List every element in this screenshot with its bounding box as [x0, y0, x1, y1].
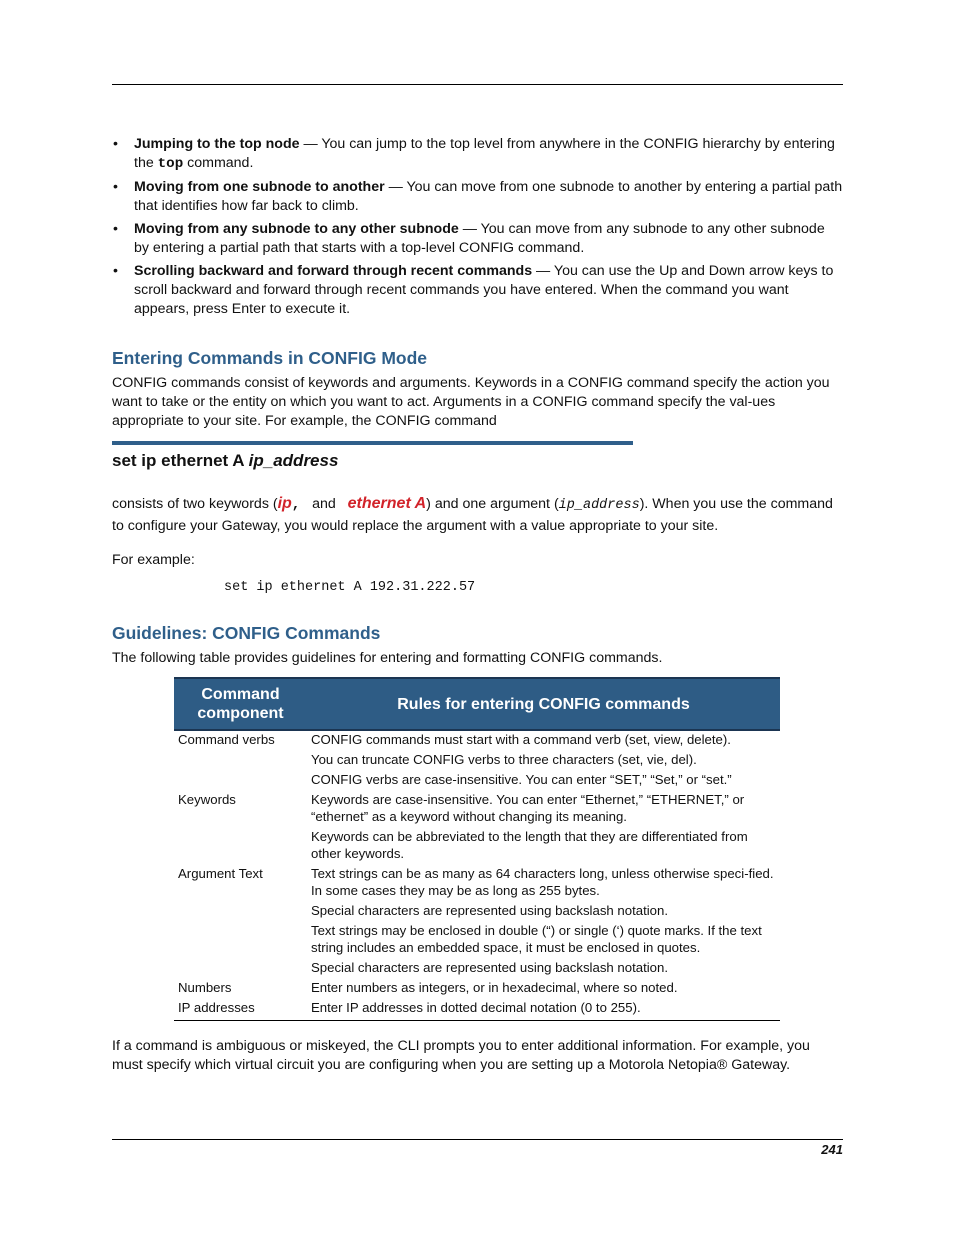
- rule-cell: Text strings can be as many as 64 characters long, unless otherwise speci-fied. In some cases they may be as long as 255 bytes.: [311, 866, 774, 898]
- bullet-item: [112, 262, 843, 319]
- column-header: Command component: [174, 678, 307, 730]
- text: and: [312, 496, 336, 512]
- bullet-text: — You can move from one subnode to another by entering a partial path that identifies how far back to climb.: [134, 179, 843, 214]
- rule-cell: CONFIG commands must start with a command verb (set, view, delete).: [311, 732, 731, 747]
- bullet-dot: •: [113, 179, 118, 195]
- table-row: [174, 922, 780, 959]
- syntax-argument: ip_address: [248, 451, 339, 470]
- rule-cell: Special characters are represented using backslash notation.: [311, 903, 669, 918]
- bullet-term: Moving from any subnode to any other subnode: [134, 221, 459, 237]
- component-cell: [174, 771, 307, 791]
- table-row: [174, 959, 780, 979]
- top-rule: [112, 84, 843, 85]
- component-cell: Command verbs: [178, 732, 275, 747]
- rule-cell: Enter IP addresses in dotted decimal notation (0 to 255).: [307, 999, 780, 1021]
- table-header-row: [174, 678, 780, 730]
- section-heading: Guidelines: CONFIG Commands: [112, 623, 381, 643]
- bullet-text: command.: [183, 155, 254, 171]
- component-cell: [174, 922, 307, 959]
- section-paragraph: CONFIG commands consist of keywords and arguments. Keywords in a CONFIG command specify the action you want to take or the entity on which you want to act. Arguments in a CONFIG command specify the val-ues appropriate to your site. For example, the CONFIG command: [112, 375, 830, 429]
- table-row: [174, 999, 780, 1021]
- example-code: set ip ethernet A 192.31.222.57: [224, 580, 476, 595]
- syntax-bar: [112, 441, 633, 445]
- inline-code: top: [157, 156, 184, 172]
- component-cell: IP addresses: [174, 999, 307, 1021]
- section-paragraph: The following table provides guidelines for entering and formatting CONFIG commands.: [112, 650, 663, 666]
- table-row: [174, 771, 780, 791]
- component-cell: Numbers: [178, 980, 232, 995]
- component-cell: [174, 828, 307, 865]
- syntax-command: set ip ethernet A: [112, 451, 249, 470]
- text: consists of two keywords (: [112, 496, 278, 512]
- page-number: 241: [821, 1142, 843, 1157]
- rule-cell: Special characters are represented using backslash notation.: [311, 960, 669, 975]
- text: ,: [291, 497, 301, 513]
- table-row: [174, 791, 780, 828]
- bullet-list: [112, 135, 843, 323]
- keyword-ip: ip: [277, 495, 292, 512]
- rule-cell: You can truncate CONFIG verbs to three characters (set, vie, del).: [311, 752, 697, 767]
- text: ) and one argument (: [426, 496, 559, 512]
- table-row: [174, 865, 780, 902]
- argument-ip-address: ip_address: [558, 498, 640, 513]
- bullet-text: — You can jump to the top level from anywhere in the CONFIG hierarchy by entering the: [134, 136, 835, 171]
- table-row: [174, 751, 780, 771]
- table-row: [174, 979, 780, 999]
- component-cell: [174, 751, 307, 771]
- bullet-term: Moving from one subnode to another: [134, 179, 385, 195]
- bullet-dot: •: [113, 263, 118, 279]
- component-cell: Keywords: [178, 792, 236, 807]
- section-heading: Entering Commands in CONFIG Mode: [112, 348, 428, 368]
- bullet-term: Scrolling backward and forward through recent commands: [134, 263, 533, 279]
- bullet-item: [112, 220, 843, 258]
- bullet-dot: •: [113, 221, 118, 237]
- table-row: [174, 730, 780, 751]
- component-cell: [174, 902, 307, 922]
- text: ). When you use the command to configure your Gateway, you would replace the argument with a value appropriate to your site.: [112, 496, 833, 534]
- consists-paragraph: [112, 493, 843, 537]
- bullet-text: — You can use the Up and Down arrow keys to scroll backward and forward through recent commands you have entered. When the command you want appears, press Enter to execute it.: [134, 263, 834, 317]
- guidelines-table: [174, 677, 780, 1021]
- column-header: Rules for entering CONFIG commands: [307, 678, 780, 730]
- rule-cell: Keywords are case-insensitive. You can enter “Ethernet,” “ETHERNET,” or “ethernet” as a keyword without changing its meaning.: [311, 792, 745, 824]
- for-example-label: For example:: [112, 552, 195, 568]
- bullet-term: Jumping to the top node: [134, 136, 300, 152]
- component-cell: Argument Text: [178, 866, 263, 881]
- bullet-item: [112, 135, 843, 174]
- rule-cell: CONFIG verbs are case-insensitive. You can enter “SET,” “Set,” or “set.”: [311, 772, 732, 787]
- closing-paragraph: If a command is ambiguous or miskeyed, the CLI prompts you to enter additional information. For example, you must specify which virtual circuit you are configuring when you are setting up a Motorola Netopia® Gateway.: [112, 1038, 810, 1073]
- rule-cell: Text strings may be enclosed in double (“) or single (‘) quote marks. If the text string includes an embedded space, it must be enclosed in quotes.: [311, 923, 762, 955]
- table-row: [174, 828, 780, 865]
- table-row: [174, 902, 780, 922]
- bullet-item: [112, 178, 843, 216]
- bottom-rule: [112, 1139, 843, 1140]
- bullet-dot: •: [113, 136, 118, 152]
- component-cell: [174, 959, 307, 979]
- bullet-text: — You can move from any subnode to any other subnode by entering a partial path that starts with a top-level CONFIG command.: [134, 221, 825, 256]
- keyword-ethernet: ethernet A: [347, 495, 427, 512]
- rule-cell: Enter numbers as integers, or in hexadecimal, where so noted.: [311, 980, 678, 995]
- rule-cell: Keywords can be abbreviated to the length that they are differentiated from other keywords.: [311, 829, 748, 861]
- syntax-line: [112, 451, 338, 471]
